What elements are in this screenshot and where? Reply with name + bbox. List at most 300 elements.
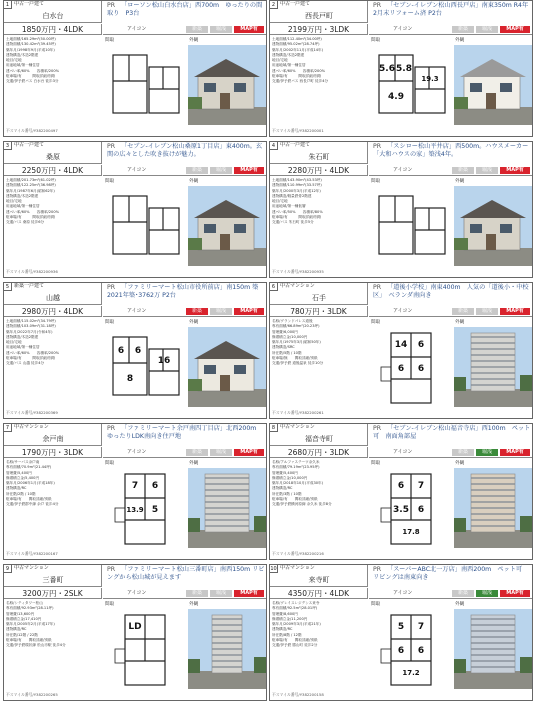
spec-line: 管理費/5,400円: [272, 470, 298, 475]
map-badge[interactable]: MAP有: [500, 26, 530, 33]
price-layout: 780万円・3LDK: [270, 306, 368, 317]
floorplan-drawing: [105, 186, 185, 266]
map-badge[interactable]: MAP有: [234, 449, 264, 456]
serial-number: 不スマイル番号/Y382200497: [6, 128, 58, 133]
floorplan-image: [105, 468, 185, 548]
icon-row: [369, 447, 533, 458]
exterior-photo-drawing: [188, 45, 266, 125]
renovation-badge: 堀浅: [476, 590, 498, 597]
spec-line: 建物構造/軽量鉄骨2階建: [272, 193, 312, 198]
map-badge[interactable]: MAP有: [500, 167, 530, 174]
pr-text: 「ローソン松山白水台店」西700m ゆったりの間取り P3台: [107, 2, 263, 17]
card-header: [270, 283, 368, 305]
pr-comment: [103, 1, 267, 23]
pr-text: 「セブン-イレブン松山桑原1丁目店」東400m。玄関の広々とした吹き抜けが魅力。: [107, 143, 263, 158]
room-size-label: 6: [417, 646, 425, 656]
card-header: [4, 565, 102, 587]
icon-label: アイコン: [127, 308, 147, 314]
exterior-photo: [188, 609, 266, 689]
exterior-label: 外観: [455, 38, 465, 43]
listing-card[interactable]: [269, 564, 533, 701]
spec-line: 用途地域/第一種住居: [6, 204, 40, 209]
map-badge[interactable]: MAP有: [500, 308, 530, 315]
spec-line: 修繕積立金/5,400円: [6, 475, 40, 480]
exterior-photo: [188, 45, 266, 125]
floorplan-label: 間取: [105, 179, 115, 184]
serial-number: 不スマイル番号/Y382200158: [272, 692, 324, 697]
spec-line: 建物構造/木造2階建: [6, 334, 39, 339]
floorplan-image: [371, 468, 451, 548]
pr-tag: PR: [373, 425, 382, 432]
icon-label: アイコン: [127, 167, 147, 173]
room-size-label: 5.6: [379, 64, 395, 74]
exterior-photo: [454, 609, 532, 689]
serial-number: 不スマイル番号/Y382200001: [272, 128, 324, 133]
card-header: [4, 424, 102, 446]
exterior-label: 外観: [189, 461, 199, 466]
spec-line: 建物構造/木造2階建: [6, 193, 39, 198]
listing-number: 8: [270, 424, 278, 432]
icon-row: [369, 165, 533, 176]
property-type: 中古マンション: [14, 565, 49, 571]
spec-line: 専有面積/92.93m²(28.11坪): [6, 606, 54, 611]
listing-card[interactable]: [3, 423, 267, 560]
spec-line: 築年月/1987年6月(昭和62年): [6, 188, 55, 193]
spec-line: 交通/伊予鉄バス 白水台 徒歩3分: [6, 79, 59, 84]
serial-number: 不スマイル番号/Y382200265: [6, 692, 58, 697]
spec-line: 築年月/2022年7月(令和4年): [6, 329, 53, 334]
room-size-label: 6: [397, 646, 405, 656]
renovation-badge: 堀浅: [210, 26, 232, 33]
spec-line: 地目/宅地: [6, 199, 22, 204]
room-size-label: 6: [397, 481, 405, 491]
pr-text: 「セブン-イレブン松山福音寺店」西100m ペット可 南面角部屋: [373, 425, 531, 440]
spec-line: 建ぺい率/60% 容積率/200%: [272, 68, 326, 73]
spec-line: 築年月/2006年1月(平成18年): [6, 481, 55, 486]
floorplan-label: 間取: [105, 38, 115, 43]
room-size-label: 6: [117, 346, 125, 356]
property-type: 中古一戸建て: [14, 1, 45, 7]
icon-label: アイコン: [393, 308, 413, 314]
card-header: [4, 142, 102, 164]
spec-line: 建物構造/木造2階建: [272, 52, 305, 57]
spec-line: 駐車場/無 間取詳細/別紙: [272, 356, 318, 361]
spec-line: 土地面積/115.02m²(34.79坪): [6, 319, 56, 323]
room-size-label: 6: [417, 364, 425, 374]
pr-text: 「ファミリーマート余戸南四丁目店」北西200m ゆったりLDK南向き住戸地: [107, 425, 263, 440]
exterior-label: 外観: [189, 38, 199, 43]
listing-card[interactable]: [269, 423, 533, 560]
card-header: [4, 283, 102, 305]
renovation-badge: 堀浅: [476, 449, 498, 456]
spec-line: 用途地域/第一種住居: [6, 345, 40, 350]
card-header: [270, 142, 368, 164]
pr-comment: [103, 142, 267, 164]
pr-tag: PR: [107, 2, 116, 9]
floorplan-image: [105, 327, 185, 407]
exterior-label: 外観: [189, 602, 199, 607]
exterior-photo-drawing: [454, 609, 532, 689]
property-type: 中古マンション: [280, 565, 315, 571]
room-size-label: 8: [126, 374, 134, 384]
spec-line: 駐車場/有 間取詳細/別紙: [272, 638, 318, 643]
map-badge[interactable]: MAP有: [500, 449, 530, 456]
room-size-label: 5: [397, 622, 405, 632]
town-name: 三番町: [42, 576, 64, 584]
listing-card[interactable]: [3, 564, 267, 701]
spec-line: 建ぺい率/60% 容積率/200%: [6, 209, 60, 214]
price-layout: 3200万円・2SLK: [4, 588, 102, 599]
listing-card[interactable]: [3, 0, 267, 137]
exterior-photo: [188, 468, 266, 548]
spec-line: 建ぺい率/50% 容積率/80%: [272, 209, 323, 214]
room-size-label: 3.5: [393, 505, 409, 515]
listing-card[interactable]: [269, 0, 533, 137]
serial-number: 不スマイル番号/Y382200935: [272, 269, 324, 274]
floorplan-image: [371, 609, 451, 689]
pr-comment: [103, 283, 267, 305]
spec-line: 建物構造/木造2階建: [6, 52, 39, 57]
listing-number: 9: [4, 565, 12, 573]
spec-line: 土地面積/201.73m²(61.02坪): [6, 178, 56, 182]
card-header: [270, 565, 368, 587]
listing-number: 1: [4, 1, 12, 9]
spec-line: 駐車場/有 間取詳細/別紙: [6, 638, 52, 643]
listing-number: 6: [270, 283, 278, 291]
spec-line: 築年月/2018年10月(平成30年): [272, 481, 324, 486]
listing-card[interactable]: [3, 141, 267, 278]
spec-line: 用途地域/第一種低層: [272, 204, 306, 209]
spec-line: 駐車場/有 間取詳細/別紙: [272, 74, 322, 79]
icon-label: アイコン: [127, 449, 147, 455]
room-size-label: 17.2: [402, 669, 420, 677]
new-build-badge: 新築: [452, 449, 474, 456]
exterior-photo-drawing: [188, 327, 266, 407]
spec-list: [272, 178, 366, 226]
pr-tag: PR: [373, 284, 382, 291]
room-size-label: 17.8: [402, 528, 420, 536]
pr-comment: [369, 565, 533, 587]
town-name: 余戸南: [42, 435, 64, 443]
town-name: 朱石町: [308, 153, 330, 161]
new-build-badge: 新築: [186, 167, 208, 174]
renovation-badge: 堀浅: [210, 590, 232, 597]
pr-tag: PR: [107, 143, 116, 150]
spec-line: 建物面積/122.25m²(36.98坪): [6, 183, 56, 188]
pr-comment: [369, 142, 533, 164]
spec-list: [272, 37, 366, 85]
spec-line: 修繕積立金/10,000円: [272, 334, 308, 339]
spec-line: 用途地域/第一種住居: [6, 63, 40, 68]
room-size-label: 5: [151, 505, 159, 515]
serial-number: 不スマイル番号/Y382200167: [6, 551, 58, 556]
spec-line: 専有面積/66.89m²(20.23坪): [272, 324, 320, 329]
exterior-photo: [454, 186, 532, 266]
town-name: 石手: [312, 294, 326, 302]
spec-line: 交通/伊予鉄 道後温泉 徒歩10分: [272, 361, 324, 366]
pr-text: 「ファミリーマート松山市役所前店」南150m 築2021年築･3762万 P2台: [107, 284, 259, 299]
price-layout: 2680万円・3LDK: [270, 447, 368, 458]
icon-label: アイコン: [393, 167, 413, 173]
renovation-badge: 堀浅: [476, 308, 498, 315]
spec-line: 用途地域/第一種住居: [272, 63, 306, 68]
card-header: [270, 424, 368, 446]
floorplan-drawing: [105, 468, 185, 548]
spec-list: [6, 37, 100, 85]
pr-tag: PR: [107, 425, 116, 432]
exterior-photo: [454, 45, 532, 125]
pr-text: 「ファミリーマート松山三番町店」南西150m リビングから松山城が見えます: [107, 566, 265, 581]
price-layout: 2980万円・4LDK: [4, 306, 102, 317]
floorplan-image: [371, 45, 451, 125]
room-size-label: 7: [417, 481, 425, 491]
map-badge[interactable]: MAP有: [234, 590, 264, 597]
spec-line: 名称/グレイスレジデンス来寺: [272, 601, 320, 605]
spec-list: [6, 178, 100, 226]
spec-line: 建ぺい率/60% 容積率/200%: [6, 350, 60, 355]
spec-list: [6, 319, 100, 367]
spec-line: 築年月/2009年3月(平成21年): [272, 622, 321, 627]
price-layout: 2250万円・4LDK: [4, 165, 102, 176]
new-build-badge: 新築: [186, 590, 208, 597]
exterior-photo: [188, 186, 266, 266]
pr-tag: PR: [373, 143, 382, 150]
spec-line: 建物構造/RC: [6, 486, 27, 491]
room-size-label: 14: [394, 340, 408, 350]
spec-line: 専有面積/92.5m²(28.01坪): [272, 606, 318, 611]
renovation-badge: 堀浅: [210, 308, 232, 315]
room-size-label: 6: [134, 346, 142, 356]
pr-comment: [369, 283, 533, 305]
icon-label: アイコン: [393, 590, 413, 596]
spec-line: 土地面積/112.40m²(34.00坪): [272, 37, 322, 41]
serial-number: 不スマイル番号/Y382200936: [6, 269, 58, 274]
exterior-label: 外観: [455, 602, 465, 607]
spec-line: 築年月/2005年2月(平成17年): [6, 622, 55, 627]
property-type: 中古一戸建て: [280, 142, 311, 148]
property-type: 中古マンション: [280, 424, 315, 430]
spec-line: 名称/サーパス余戸南: [6, 460, 40, 464]
icon-label: アイコン: [393, 26, 413, 32]
pr-tag: PR: [373, 566, 382, 573]
exterior-photo-drawing: [454, 45, 532, 125]
pr-tag: PR: [107, 284, 116, 291]
icon-row: [103, 165, 267, 176]
room-size-label: LD: [128, 622, 142, 632]
room-size-label: 13.9: [126, 506, 144, 514]
exterior-photo-drawing: [188, 609, 266, 689]
pr-comment: [369, 424, 533, 446]
room-size-label: 6: [417, 505, 425, 515]
town-name: 桑原: [46, 153, 60, 161]
spec-line: 建物面積/103.09m²(31.18坪): [6, 324, 56, 329]
listing-number: 3: [4, 142, 12, 150]
spec-list: [272, 601, 366, 649]
spec-line: 管理費/5,400円: [6, 470, 32, 475]
spec-line: 所在階/12階 / 22階: [6, 632, 38, 637]
exterior-photo-drawing: [454, 327, 532, 407]
new-build-badge: 新築: [186, 308, 208, 315]
spec-line: 駐車場/有 間取詳細/別紙: [272, 497, 318, 502]
spec-line: 名称/アルファステーツ余久米: [272, 460, 320, 464]
price-layout: 1850万円・4LDK: [4, 24, 102, 35]
floorplan-label: 間取: [371, 38, 381, 43]
spec-line: 建物面積/130.42m²(39.45坪): [6, 42, 56, 47]
icon-row: [103, 306, 267, 317]
spec-line: 交通/バス 桑原 徒歩6分: [6, 220, 45, 225]
icon-label: アイコン: [393, 449, 413, 455]
spec-line: 専有面積/70.9m²(21.44坪): [6, 465, 52, 470]
exterior-photo: [454, 468, 532, 548]
floorplan-drawing: [371, 186, 451, 266]
spec-line: 交通/伊予鉄 勝山町 徒歩2分: [272, 643, 318, 648]
spec-line: 名称/シティタワー松山: [6, 601, 43, 605]
town-name: 福音寺町: [305, 435, 333, 443]
spec-line: 修繕積立金/17,410円: [6, 616, 42, 621]
icon-row: [369, 588, 533, 599]
spec-line: 建物構造/RC: [272, 486, 293, 491]
new-build-badge: 新築: [452, 308, 474, 315]
price-layout: 2280万円・4LDK: [270, 165, 368, 176]
pr-text: 「道後小学校」南東400m 人気の「道後小・中校区」 ベランダ南向き: [373, 284, 529, 299]
spec-line: 専有面積/79.19m²(23.95坪): [272, 465, 320, 470]
icon-row: [103, 24, 267, 35]
spec-line: 築年月/1975年3月(昭和50年): [272, 340, 321, 345]
floorplan-drawing: [105, 45, 185, 125]
icon-label: アイコン: [127, 590, 147, 596]
spec-line: 建物構造/RC: [6, 627, 27, 632]
listing-number: 10: [270, 566, 277, 572]
spec-line: 建物構造/RC: [272, 627, 293, 632]
property-type: 中古一戸建て: [280, 1, 311, 7]
icon-row: [369, 306, 533, 317]
property-type: 中古マンション: [14, 424, 49, 430]
spec-list: [6, 460, 100, 508]
floorplan-image: [105, 45, 185, 125]
floorplan-drawing: [371, 609, 451, 689]
new-build-badge: 新築: [452, 167, 474, 174]
exterior-photo-drawing: [454, 186, 532, 266]
spec-line: 交通/バス 山越 徒歩4分: [6, 361, 45, 366]
spec-line: 駐車場/有 間取詳細/別紙: [6, 215, 56, 220]
town-name: 白水台: [42, 12, 64, 20]
spec-line: 所在階/8階 / 12階: [272, 632, 302, 637]
room-size-label: 19.3: [421, 75, 439, 83]
spec-list: [272, 460, 366, 508]
floorplan-label: 間取: [371, 179, 381, 184]
pr-text: 「セブン-イレブン松山西長戸店」南東350m R4年2月末リフォーム済 P2台: [373, 2, 529, 17]
pr-tag: PR: [107, 566, 116, 573]
serial-number: 不スマイル番号/Y382200216: [272, 551, 324, 556]
spec-line: 建物面積/110.99m²(33.57坪): [272, 183, 322, 188]
pr-comment: [103, 565, 267, 587]
exterior-label: 外観: [455, 179, 465, 184]
spec-line: 建物面積/95.02m²(28.74坪): [272, 42, 320, 47]
room-size-label: 6: [397, 364, 405, 374]
spec-line: 駐車場/有 間取詳細/別紙: [6, 74, 56, 79]
exterior-label: 外観: [455, 320, 465, 325]
floorplan-drawing: [371, 45, 451, 125]
spec-line: 所在階/2階 / 10階: [6, 491, 36, 496]
icon-row: [103, 588, 267, 599]
spec-line: 修繕積立金/10,000円: [272, 475, 308, 480]
floorplan-image: [371, 186, 451, 266]
spec-line: 地目/宅地: [272, 199, 288, 204]
serial-number: 不スマイル番号/Y382200369: [6, 410, 58, 415]
floorplan-label: 間取: [371, 602, 381, 607]
map-badge[interactable]: MAP有: [234, 167, 264, 174]
exterior-photo-drawing: [454, 468, 532, 548]
new-build-badge: 新築: [452, 26, 474, 33]
spec-line: 建物構造/SRC: [272, 345, 295, 350]
pr-comment: [369, 1, 533, 23]
spec-list: [6, 601, 100, 649]
room-size-label: 6: [151, 481, 159, 491]
town-name: 山越: [46, 294, 60, 302]
serial-number: 不スマイル番号/Y382200261: [272, 410, 324, 415]
map-badge[interactable]: MAP有: [234, 26, 264, 33]
exterior-label: 外観: [455, 461, 465, 466]
pr-comment: [103, 424, 267, 446]
spec-line: 交通/バス 朱石町 徒歩5分: [272, 220, 314, 225]
icon-label: アイコン: [127, 26, 147, 32]
room-size-label: 16: [157, 356, 171, 366]
renovation-badge: 堀浅: [210, 167, 232, 174]
room-size-label: 7: [417, 622, 425, 632]
spec-line: 地目/宅地: [272, 58, 288, 63]
map-badge[interactable]: MAP有: [234, 308, 264, 315]
room-size-label: 6: [417, 340, 425, 350]
spec-line: 建ぺい率/60% 容積率/200%: [6, 68, 60, 73]
spec-line: 名称/グランドパレス道後: [272, 319, 313, 323]
price-layout: 2199万円・3LDK: [270, 24, 368, 35]
exterior-photo: [188, 327, 266, 407]
floorplan-label: 間取: [105, 320, 115, 325]
floorplan-image: [371, 327, 451, 407]
spec-list: [272, 319, 366, 367]
floorplan-label: 間取: [105, 602, 115, 607]
spec-line: 管理費/6,000円: [272, 329, 298, 334]
renovation-badge: 堀浅: [476, 26, 498, 33]
exterior-label: 外観: [189, 320, 199, 325]
price-layout: 1790万円・3LDK: [4, 447, 102, 458]
listing-card[interactable]: [269, 282, 533, 419]
pr-text: 「スシロー松山平井店」西500m。ハウスメーカー「大和ハウスの家」築浅4年。: [373, 143, 529, 158]
icon-row: [103, 447, 267, 458]
room-size-label: 7: [131, 481, 139, 491]
floorplan-drawing: [105, 327, 185, 407]
icon-row: [369, 24, 533, 35]
floorplan-drawing: [105, 609, 185, 689]
town-name: 来寺町: [308, 576, 330, 584]
spec-line: 所在階/5階 / 10階: [272, 350, 302, 355]
room-size-label: 4.9: [388, 92, 404, 102]
map-badge[interactable]: MAP有: [500, 590, 530, 597]
spec-line: 築年月/1998年9月(平成10年): [6, 47, 55, 52]
listing-card[interactable]: [3, 282, 267, 419]
spec-line: 修繕積立金/11,200円: [272, 616, 308, 621]
spec-line: 駐車場/有 間取詳細/別紙: [6, 497, 52, 502]
spec-line: 土地面積/165.29m²(50.00坪): [6, 37, 56, 41]
listing-number: 4: [270, 142, 278, 150]
floorplan-label: 間取: [371, 461, 381, 466]
spec-line: 所在階/3階 / 10階: [272, 491, 302, 496]
spec-line: 交通/伊予鉄バス 西長戸町 徒歩4分: [272, 79, 329, 84]
spec-line: 地目/宅地: [6, 340, 22, 345]
listing-card[interactable]: [269, 141, 533, 278]
listing-number: 7: [4, 424, 12, 432]
listing-number: 2: [270, 1, 278, 9]
